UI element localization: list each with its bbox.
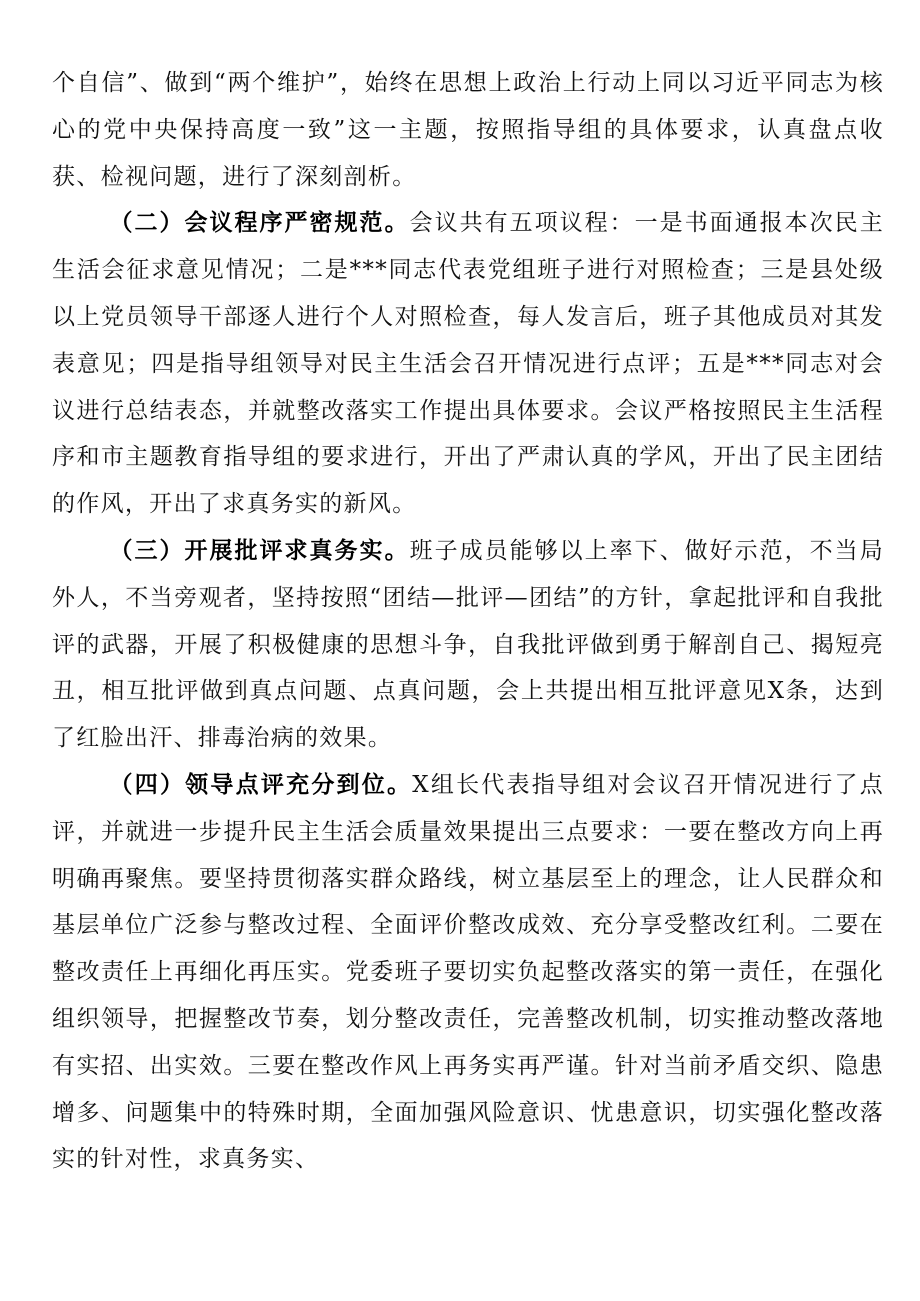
body-text — [52, 60, 884, 1183]
paragraph-heading: （二）会议程序严密规范。 — [109, 209, 410, 237]
paragraph-text: X组长代表指导组对会议召开情况进行了点评，并就进一步提升民主生活会质量效果提出三点要求：一要在整改方向上再明确再聚焦。要坚持贯彻落实群众路线，树立基层至上的理念，让人民群众和基层单位广泛参与整改过程、全面评价整改成效、充分享受整改红利。二要在整改责任上再细化再压实。党委班子要切实负起整改落实的第一责任，在强化组织领导，把握整改节奏，划分整改责任，完善整改机制，切实推动整改落地有实招、出实效。三要在整改作风上再务实再严谨。针对当前矛盾交织、隐患增多、问题集中的特殊时期，全面加强风险意识、忧患意识，切实强化整改落实的针对性，求真务实、 — [52, 771, 884, 1173]
paragraph-criticism — [52, 528, 884, 762]
paragraph-heading: （三）开展批评求真务实。 — [109, 536, 410, 564]
paragraph-meeting-procedure — [52, 200, 884, 528]
paragraph-continuation — [52, 60, 884, 200]
paragraph-text: 个自信”、做到“两个维护”，始终在思想上政治上行动上同以习近平同志为核心的党中央保持高度一致”这一主题，按照指导组的具体要求，认真盘点收获、检视问题，进行了深刻剖析。 — [52, 70, 884, 190]
paragraph-text: 班子成员能够以上率下、做好示范，不当局外人，不当旁观者，坚持按照“团结—批评—团结”的方针，拿起批评和自我批评的武器，开展了积极健康的思想斗争，自我批评做到勇于解剖自己、揭短亮丑，相互批评做到真点问题、点真问题，会上共提出相互批评意见X条，达到了红脸出汗、排毒治病的效果。 — [52, 537, 884, 752]
paragraph-text: 会议共有五项议程：一是书面通报本次民主生活会征求意见情况；二是***同志代表党组班子进行对照检查；三是县处级以上党员领导干部逐人进行个人对照检查，每人发言后，班子其他成员对其发表意见；四是指导组领导对民主生活会召开情况进行点评；五是***同志对会议进行总结表态，并就整改落实工作提出具体要求。会议严格按照民主生活程序和市主题教育指导组的要求进行，开出了严肃认真的学风，开出了民主团结的作风，开出了求真务实的新风。 — [52, 210, 884, 518]
paragraph-heading: （四）领导点评充分到位。 — [109, 770, 413, 798]
paragraph-leader-review — [52, 762, 884, 1183]
